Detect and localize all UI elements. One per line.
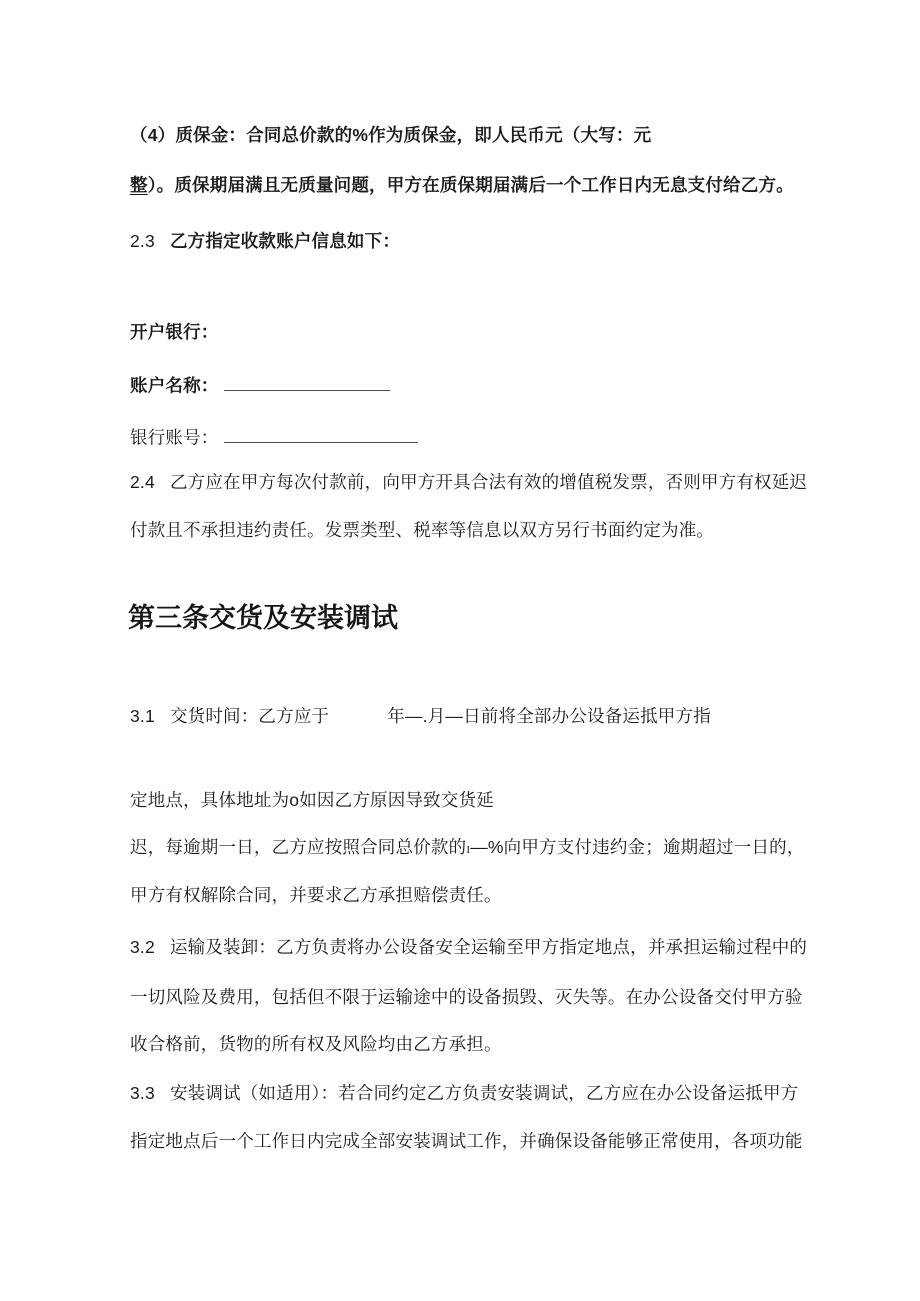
clause3-1-line3-post: —%向甲方支付违约金；逾期超过一日的， — [470, 837, 805, 857]
clause3-3-line1 — [130, 1082, 798, 1105]
bank-name-label: 开户银行： — [130, 322, 219, 342]
clause-number: 3.2 — [130, 937, 155, 957]
clause3-3-line2: 指定地点后一个工作日内完成全部安装调试工作，并确保设备能够正常使用，各项功能 — [130, 1131, 803, 1151]
clause3-2-line1 — [130, 936, 807, 959]
clause-number: 2.3 — [130, 231, 155, 251]
account-name-row — [130, 372, 390, 397]
clause2-item4-line1: （4）质保金：合同总价款的%作为质保金，即人民币元（大写：元 — [130, 125, 652, 145]
account-name-label: 账户名称： — [130, 375, 219, 396]
clause2-item4-line2 — [130, 174, 794, 197]
clause3-3-line1-text: 安装调试（如适用）：若合同约定乙方负责安装调试，乙方应在办公设备运抵甲方 — [169, 1083, 799, 1103]
clause3-1-line3 — [130, 836, 805, 859]
section3-heading: 第三条交货及安装调试 — [128, 603, 398, 633]
clause2-3-row — [130, 230, 400, 253]
clause3-1-after-blank: 年—.月—日前将全部办公设备运抵甲方指 — [387, 706, 711, 726]
account-number-label: 银行账号： — [130, 427, 219, 448]
clause2-item4-line2-rest: ）。质保期届满且无质量问题，甲方在质保期届满后一个工作日内无息支付给乙方。 — [147, 175, 794, 195]
clause3-1-line1 — [130, 705, 711, 728]
small-tick-mark: I — [466, 844, 471, 856]
clause2-4-line2: 付款且不承担违约责任。发票类型、税率等信息以双方另行书面约定为准。 — [130, 520, 715, 540]
account-number-row — [130, 424, 418, 449]
clause3-2-line2: 一切风险及费用，包括但不限于运输途中的设备损毁、灭失等。在办公设备交付甲方验 — [130, 987, 803, 1007]
account-number-blank-line — [224, 424, 418, 443]
clause3-1-before-blank: 交货时间：乙方应于 — [169, 706, 330, 726]
clause3-1-line3-pre: 迟，每逾期一日，乙方应按照合同总价款的 — [130, 837, 467, 857]
clause2-4-line1 — [130, 471, 807, 494]
clause3-2-line1-text: 运输及装卸：乙方负责将办公设备安全运输至甲方指定地点，并承担运输过程中的 — [169, 937, 808, 957]
clause3-2-line3: 收合格前，货物的所有权及风险均由乙方承担。 — [130, 1034, 502, 1054]
clause3-1-line2: 定地点，具体地址为o如因乙方原因导致交货延 — [130, 790, 494, 810]
clause-number: 3.1 — [130, 706, 155, 726]
clause2-3-text: 乙方指定收款账户信息如下： — [169, 231, 401, 251]
clause-number: 3.3 — [130, 1083, 155, 1103]
clause2-4-line1-text: 乙方应在甲方每次付款前，向甲方开具合法有效的增值税发票，否则甲方有权延迟 — [169, 472, 808, 492]
clause3-1-line4: 甲方有权解除合同，并要求乙方承担赔偿责任。 — [130, 885, 502, 905]
underlined-char: 整 — [130, 175, 148, 195]
clause-number: 2.4 — [130, 472, 155, 492]
account-name-blank-line — [224, 372, 390, 391]
